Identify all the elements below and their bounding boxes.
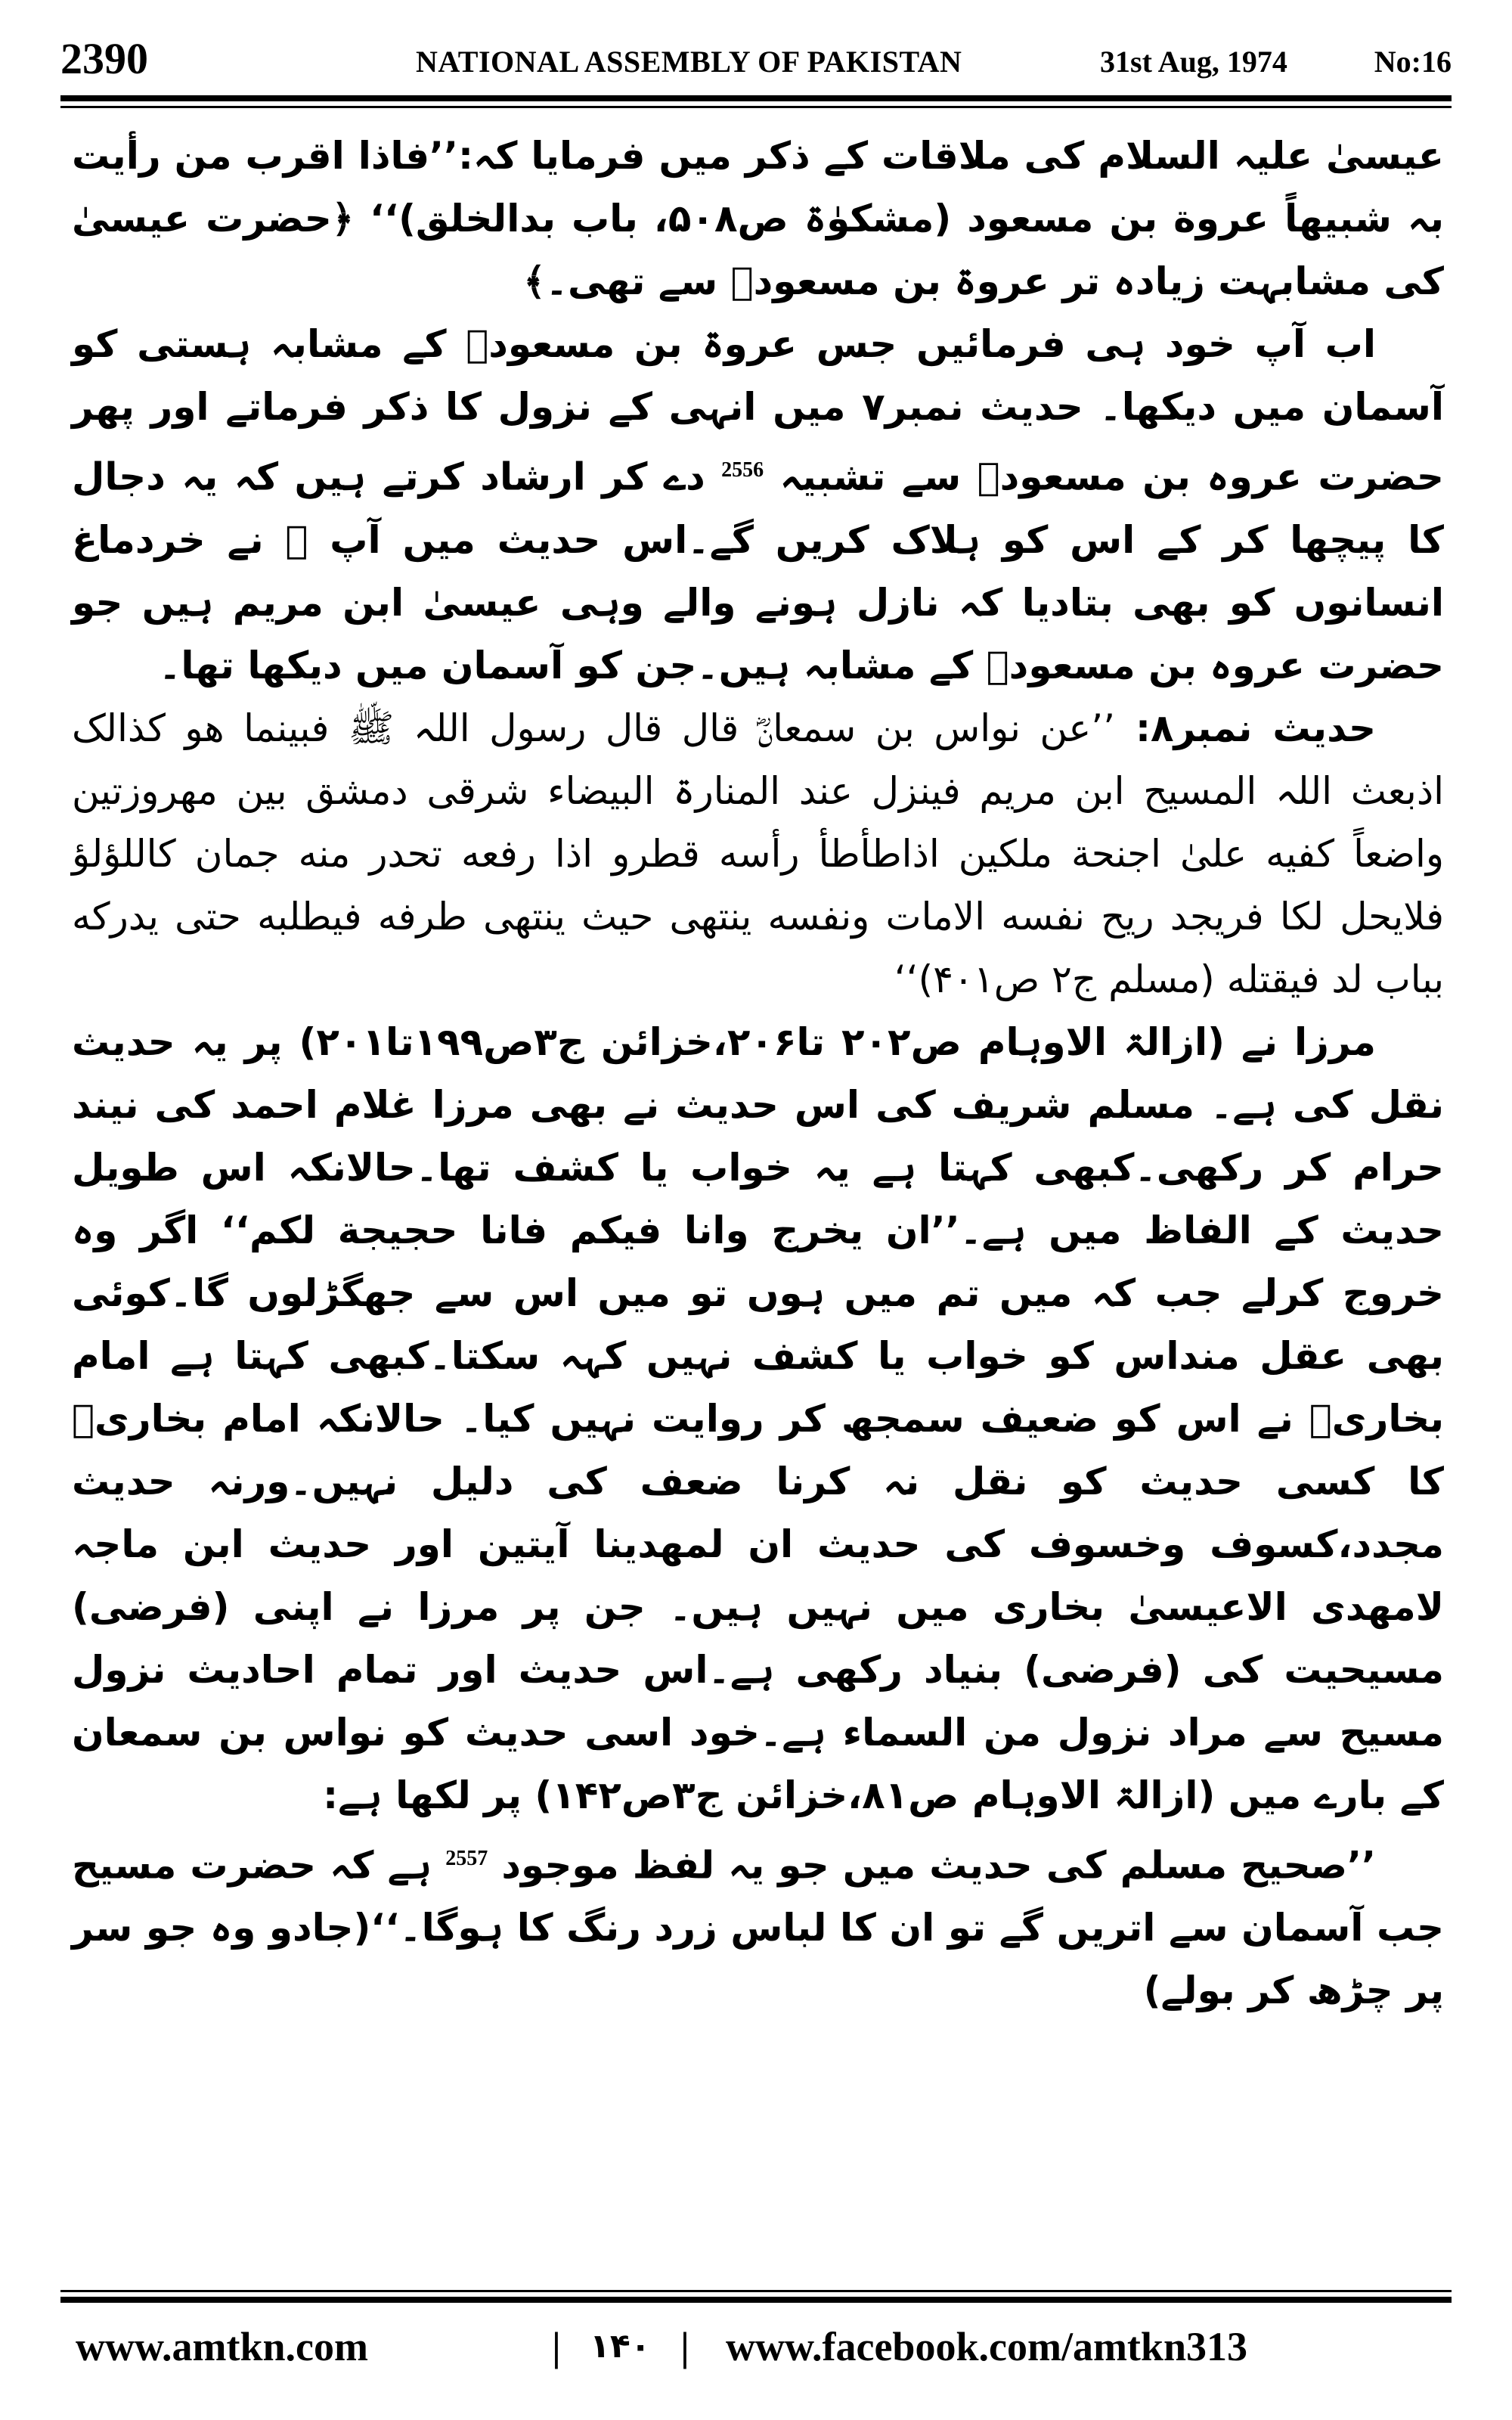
header-rule-thin <box>60 106 1452 108</box>
footer-rule-thin <box>60 2290 1452 2292</box>
body-text <box>72 125 1444 2242</box>
paragraph-5-text-after: ہے کہ حضرت مسیح جب آسمان سے اتریں گے تو ان کا لباس زرد رنگ کا ہوگا۔‘‘(جادو وہ جو سر پر چڑھ کر بولے) <box>72 1843 1444 2013</box>
paragraph-1-text: عیسیٰ علیہ السلام کی ملاقات کے ذکر میں فرمایا کہ:’’فاذا اقرب من رأیت بہ شبیهاً عروة بن مسعود (مشکوٰۃ ص۵۰۸، باب بدالخلق)‘‘ ﴿حضرت عیسیٰ کی مشابہت زیادہ تر عروۃ بن مسعودؓ سے تھی۔﴾ <box>72 134 1444 303</box>
footer-page-number: ۱۴۰ <box>590 2327 651 2366</box>
footnote-marker-2556: 2556 <box>721 458 764 482</box>
session-number: No:16 <box>1374 45 1452 79</box>
paragraph-5 <box>72 1827 1444 2023</box>
paragraph-4-text: مرزا نے (ازالۃ الاوہام ص۲۰۲ تا۲۰۶،خزائن ج۳ص۱۹۹تا۲۰۱) پر یہ حدیث نقل کی ہے۔ مسلم شریف کی اس حدیث نے بھی مرزا غلام احمد کی نیند حرام کر رکھی۔کبھی کہتا ہے یہ خواب یا کشف تھا۔حالانکہ اس طویل حدیث کے الفاظ میں ہے۔’’ان یخرج وانا فیکم فانا حجیجة لکم‘‘ اگر وہ خروج کرلے جب کہ میں تم میں ہوں تو میں اس سے جھگڑلوں گا۔کوئی بھی عقل منداس کو خواب یا کشف نہیں کہہ سکتا۔کبھی کہتا ہے امام بخاریؒ نے اس کو ضعیف سمجھ کر روایت نہیں کیا۔ حالانکہ امام بخاریؒ کا کسی حدیث کو نقل نہ کرنا ضعف کی دلیل نہیں۔ورنہ حدیث مجدد،کسوف وخسوف کی حدیث ان لمھدینا آیتین اور حدیث ابن ماجہ لامھدی الاعیسیٰ بخاری میں نہیں ہیں۔ جن پر مرزا نے اپنی (فرضی) مسیحیت کی (فرضی) بنیاد رکھی ہے۔اس حدیث اور تمام احادیث نزول مسیح سے مراد نزول من السماء ہے۔خود اسی حدیث کو نواس بن سمعان کے بارے میں (ازالۃ الاوہام ص۸۱،خزائن ج۳ص۱۴۲) پر لکھا ہے: <box>72 1019 1444 1817</box>
header-rule-thick <box>60 95 1452 101</box>
footer-rule-thick <box>60 2297 1452 2303</box>
website-link[interactable]: www.amtkn.com <box>76 2324 368 2369</box>
footer-separator-right: | <box>680 2324 689 2369</box>
paragraph-2 <box>72 313 1444 697</box>
journal-title: NATIONAL ASSEMBLY OF PAKISTAN <box>416 45 962 79</box>
paragraph-2-text-after: دے کر ارشاد کرتے ہیں کہ یہ دجال کا پیچھا کر کے اس کو ہلاک کریں گے۔اس حدیث میں آپ ﷺ نے خردماغ انسانوں کو بھی بتادیا کہ نازل ہونے والے وہی عیسیٰ ابن مریم ہیں جو حضرت عروہ بن مسعودؓ کے مشابہ ہیں۔جن کو آسمان میں دیکھا تھا۔ <box>72 455 1444 687</box>
hadith-8-text: ’’عن نواس بن سمعانؓ قال قال رسول اللہ ﷺ فبینما ھو کذالک اذبعث اللہ المسیح ابن مریم فینزل عند المنارۃ البیضاء شرقی دمشق بین مھروزتین واضعاً کفیه علیٰ اجنحة ملکین اذاطأطأ رأسه قطرو اذا رفعه تحدر منه جمان کاللؤلؤ فلایحل لکا فریجد ریح نفسه الامات ونفسه ینتھی حیث ینتھی طرفه فیطلبه حتی یدرکه بباب لد فیقتله (مسلم ج۲ ص۴۰۱)‘‘ <box>72 706 1444 1001</box>
paragraph-5-text: ’’صحیح مسلم کی حدیث میں جو یہ لفظ موجود <box>501 1843 1376 1888</box>
footer-separator-left: | <box>552 2324 561 2369</box>
paragraph-4 <box>72 1011 1444 1827</box>
footnote-marker-2557: 2557 <box>445 1846 488 1870</box>
paragraph-2-text: اب آپ خود ہی فرمائیں جس عروۃ بن مسعودؓ کے مشابہ ہستی کو آسمان میں دیکھا۔ حدیث نمبر۷ میں انہی کے نزول کا ذکر فرماتے اور پھر حضرت عروہ بن مسعودؓ سے تشبیہ <box>72 322 1444 499</box>
facebook-link[interactable]: www.facebook.com/amtkn313 <box>726 2324 1247 2369</box>
page-footer <box>60 2313 1452 2381</box>
page-number: 2390 <box>60 34 148 83</box>
paragraph-1 <box>72 125 1444 313</box>
paragraph-3 <box>72 697 1444 1011</box>
session-date: 31st Aug, 1974 <box>1100 45 1287 79</box>
page-header <box>60 29 1452 97</box>
hadith-8-heading: حدیث نمبر۸: <box>1136 706 1376 750</box>
